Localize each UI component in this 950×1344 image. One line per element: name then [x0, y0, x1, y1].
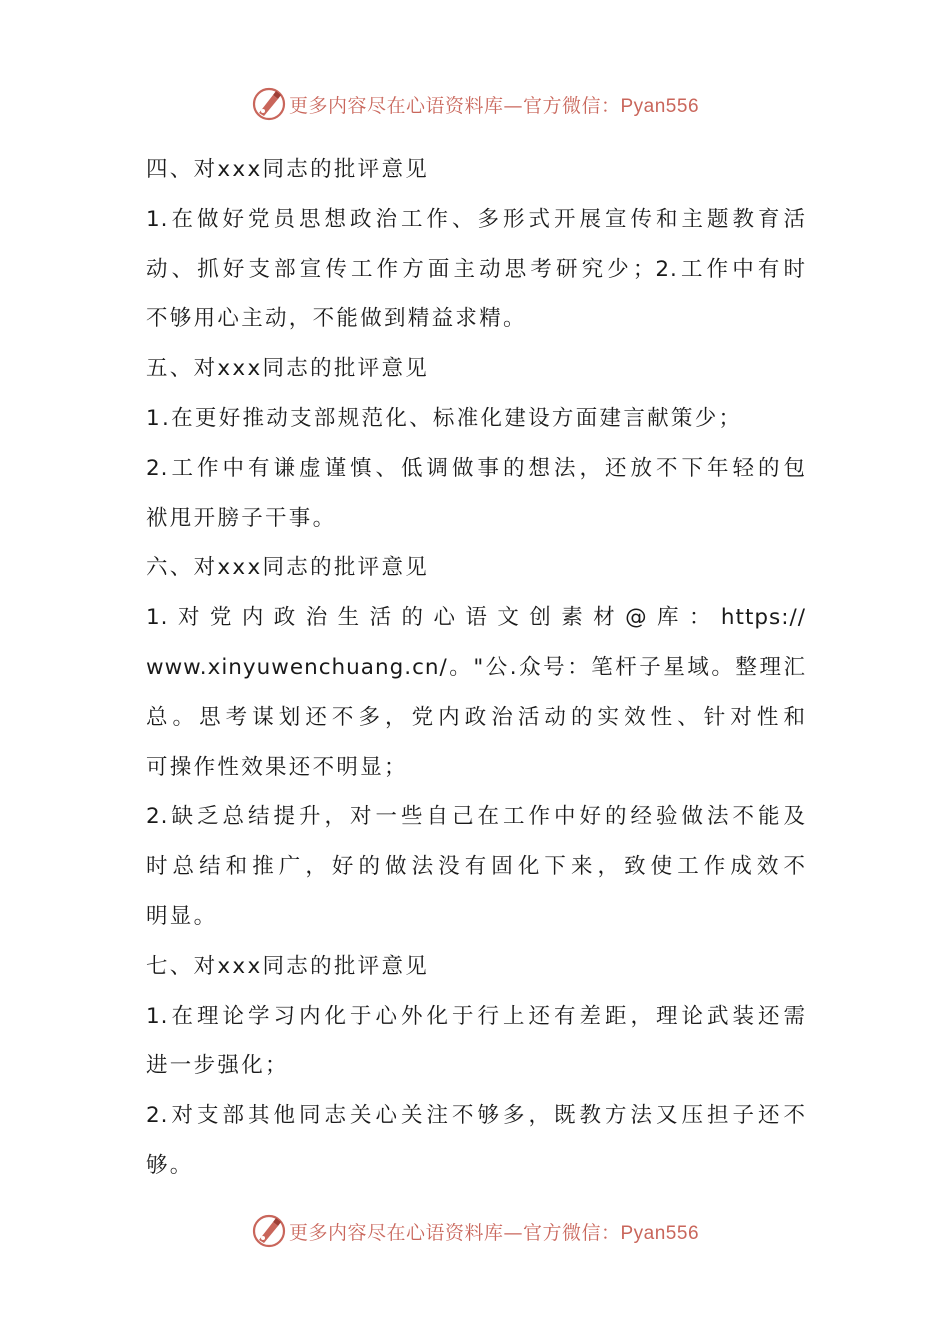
- paragraph-line: 明显。: [146, 903, 218, 929]
- paragraph-line: 可操作性效果还不明显；: [146, 754, 408, 780]
- paragraph-line: 不够用心主动，不能做到精益求精。: [146, 306, 527, 332]
- header-banner: [0, 84, 950, 124]
- section-heading-5: 五、对xxx同志的批评意见: [146, 356, 430, 382]
- paragraph-line: 时总结和推广，好的做法没有固化下来，致使工作成效不: [146, 854, 806, 880]
- banner-text: 更多内容尽在心语资料库—官方微信：Pyan556: [288, 94, 700, 117]
- paragraph-line: 2.缺乏总结提升，对一些自己在工作中好的经验做法不能及: [146, 804, 806, 830]
- pen-logo-icon: [251, 86, 287, 122]
- section-heading-4: 四、对xxx同志的批评意见: [146, 157, 430, 182]
- paragraph-line: 1.在做好党员思想政治工作、多形式开展宣传和主题教育活: [146, 206, 806, 232]
- paragraph-line: 够。: [146, 1152, 194, 1178]
- paragraph-line: 总。思考谋划还不多，党内政治活动的实效性、针对性和: [146, 704, 806, 730]
- paragraph-line: 1.在理论学习内化于心外化于行上还有差距，理论武装还需: [146, 1003, 806, 1029]
- paragraph-line: 1.在更好推动支部规范化、标准化建设方面建言献策少；: [146, 405, 743, 431]
- paragraph-line: 进一步强化；: [146, 1053, 289, 1079]
- paragraph-line: www.xinyuwenchuang.cn/。"公.众号：笔杆子星域。整理汇: [146, 654, 806, 680]
- paragraph-line: 2.对支部其他同志关心关注不够多，既教方法又压担子还不: [146, 1103, 806, 1129]
- paragraph-line: 1.对党内政治生活的心语文创素材@库：https://: [146, 605, 806, 631]
- banner-text: 更多内容尽在心语资料库—官方微信：Pyan556: [288, 1221, 700, 1244]
- paragraph-line: 2.工作中有谦虚谨慎、低调做事的想法，还放不下年轻的包: [146, 455, 806, 481]
- document-body: [146, 145, 806, 1191]
- section-heading-6: 六、对xxx同志的批评意见: [146, 555, 430, 581]
- paragraph-line: 动、抓好支部宣传工作方面主动思考研究少；2.工作中有时: [146, 256, 806, 282]
- section-heading-7: 七、对xxx同志的批评意见: [146, 953, 430, 979]
- paragraph-line: 袱甩开膀子干事。: [146, 505, 337, 531]
- pen-logo-icon: [251, 1213, 287, 1249]
- footer-banner: [0, 1211, 950, 1251]
